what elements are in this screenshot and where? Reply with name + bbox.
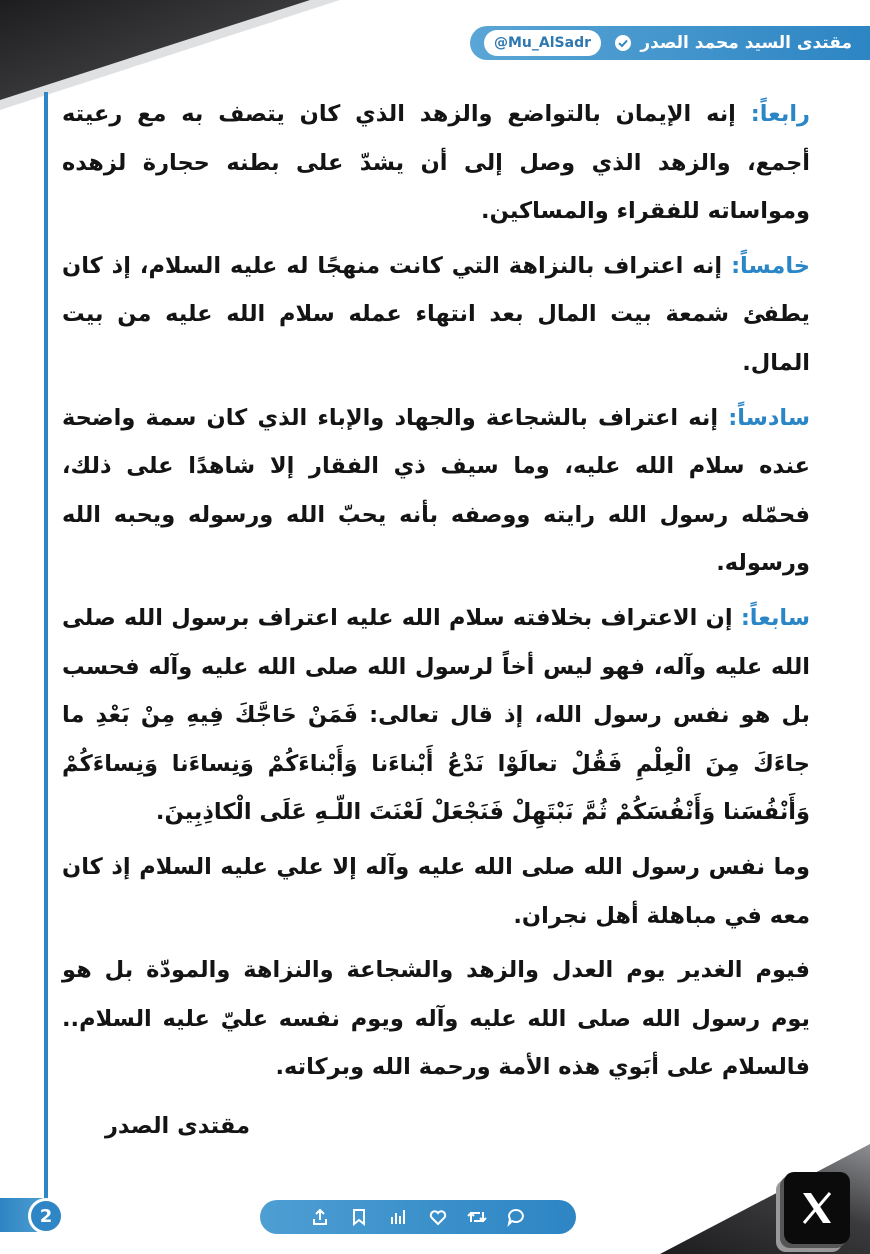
reply-icon[interactable] xyxy=(505,1206,527,1228)
accent-line xyxy=(44,92,48,1202)
paragraph-5 xyxy=(62,242,810,388)
signature: مقتدى الصدر xyxy=(104,1112,250,1139)
x-logo-icon xyxy=(784,1172,850,1244)
retweet-icon[interactable] xyxy=(466,1206,488,1228)
paragraph-text: إنه الإيمان بالتواضع والزهد الذي كان يتصف به مع رعيته أجمع، والزهد الذي وصل إلى أن يشدّ على بطنه حجارة لزهده ومواساته للفقراء والمساكين. xyxy=(62,101,810,225)
tweet-action-bar xyxy=(260,1200,576,1234)
bookmark-icon[interactable] xyxy=(348,1206,370,1228)
paragraph-lead: سابعاً: xyxy=(740,604,810,631)
author-handle[interactable] xyxy=(484,30,601,56)
paragraph-lead: خامساً: xyxy=(731,252,810,279)
handle-text: @Mu_AlSadr xyxy=(494,35,591,51)
paragraph-lead: سادساً: xyxy=(728,404,810,431)
paragraph-text: إن الاعتراف بخلافته سلام الله عليه اعتراف برسول الله صلى الله عليه وآله، فهو ليس أخاً لرسول الله صلى الله عليه وآله فحسب بل هو نفس رسول الله، إذ قال تعالى: فَمَنْ حَاجَّكَ فِيهِ مِنْ بَعْدِ ما جاءَكَ مِنَ الْعِلْمِ فَقُلْ تعالَوْا نَدْعُ أَبْناءَنا وَأَبْناءَكُمْ وَنِساءَنا وَنِساءَكُمْ وَأَنْفُسَنا وَأَنْفُسَكُمْ ثُمَّ نَبْتَهِلْ فَنَجْعَلْ لَعْنَتَ اللّـهِ عَلَى الْكاذِبِينَ. xyxy=(62,604,810,826)
verified-badge-icon xyxy=(614,34,632,52)
paragraph-7 xyxy=(62,594,810,837)
paragraph-ghadir xyxy=(62,946,810,1092)
paragraph-text: فيوم الغدير يوم العدل والزهد والشجاعة والنزاهة والمودّة بل هو يوم رسول الله صلى الله عليه وآله ويوم نفسه عليّ عليه السلام.. فالسلام على أبَوي هذه الأمة ورحمة الله وبركاته. xyxy=(62,957,810,1081)
paragraph-6 xyxy=(62,394,810,588)
page-number: 2 xyxy=(28,1198,64,1234)
views-icon[interactable] xyxy=(387,1206,409,1228)
author-name: مقتدى السيد محمد الصدر xyxy=(640,33,852,53)
share-icon[interactable] xyxy=(309,1206,331,1228)
top-left-decoration xyxy=(0,0,310,100)
paragraph-4 xyxy=(62,90,810,236)
paragraph-lead: رابعاً: xyxy=(750,101,810,127)
paragraph-nafs xyxy=(62,843,810,940)
like-icon[interactable] xyxy=(427,1206,449,1228)
paragraph-text: وما نفس رسول الله صلى الله عليه وآله إلا علي عليه السلام إذ كان معه في مباهلة أهل نجران. xyxy=(62,853,810,929)
article-body xyxy=(62,90,810,1150)
paragraph-text: إنه اعتراف بالشجاعة والجهاد والإباء الذي كان سمة واضحة عنده سلام الله عليه، وما سيف ذي الفقار إلا شاهدًا على ذلك، فحمّله رسول الله رايته ووصفه بأنه يحبّ الله ورسوله ويحبه الله ورسوله. xyxy=(62,404,810,577)
paragraph-text: إنه اعتراف بالنزاهة التي كانت منهجًا له عليه السلام، إذ كان يطفئ شمعة بيت المال بعد انتهاء عمله سلام الله عليه من بيت المال. xyxy=(62,252,810,376)
